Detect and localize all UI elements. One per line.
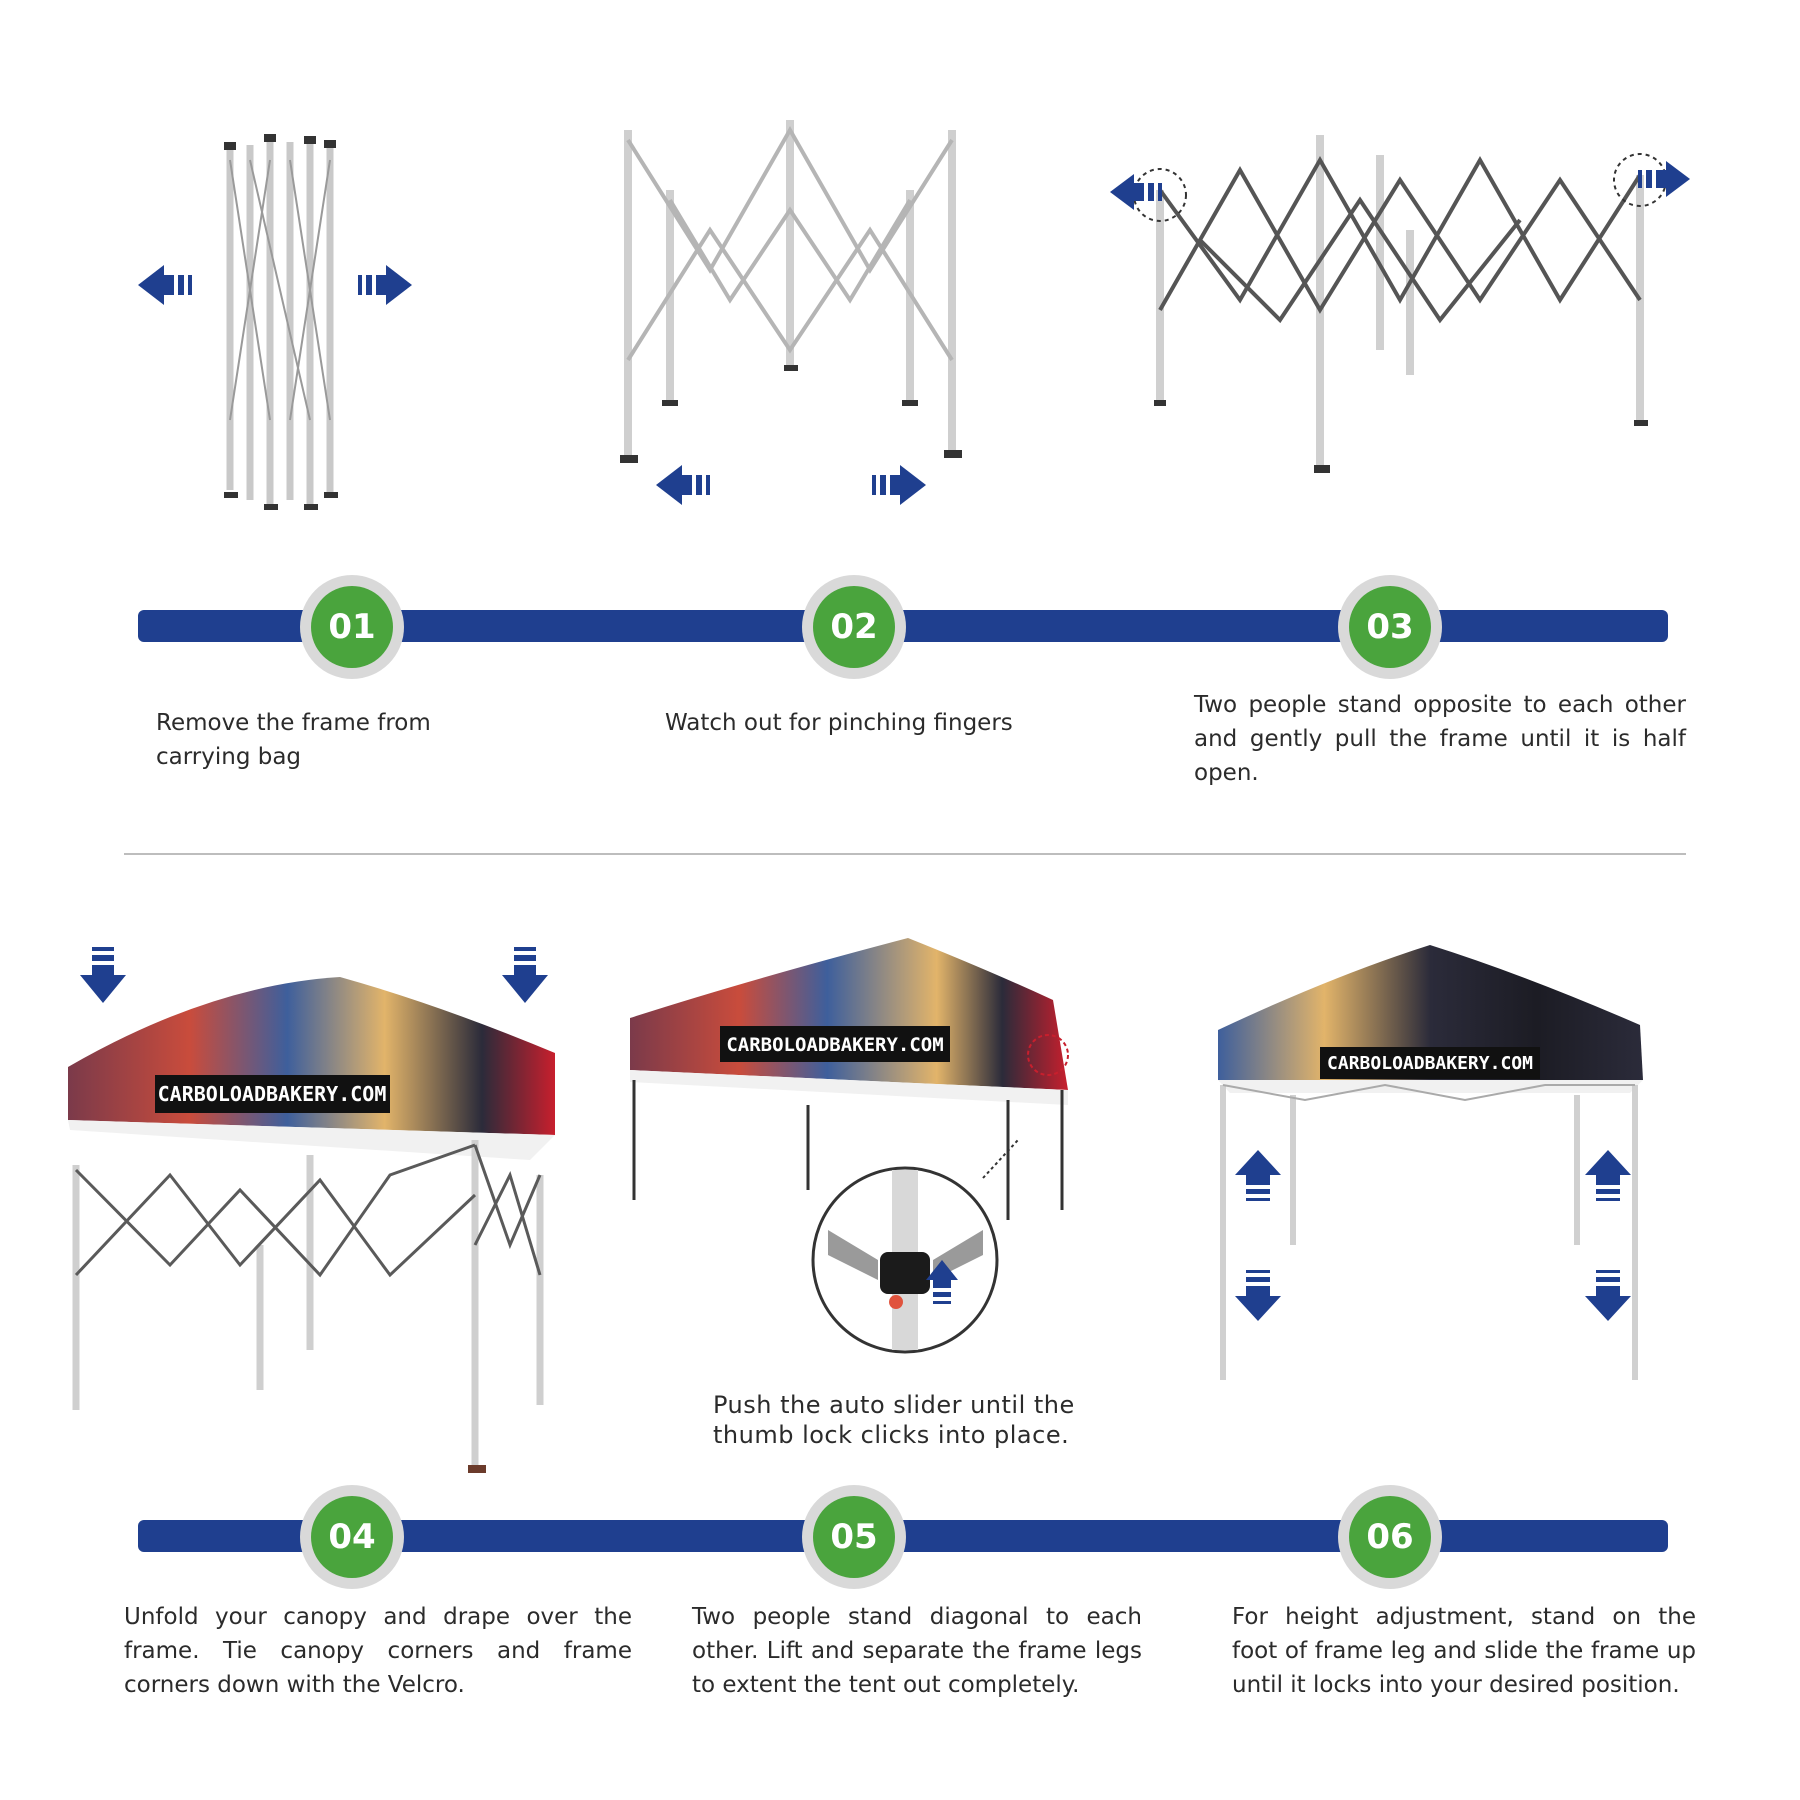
step-number-01: 01 (311, 586, 393, 668)
step-number-06: 06 (1349, 1496, 1431, 1578)
step-04-illustration (60, 945, 570, 1480)
arrow-down-icon (80, 947, 126, 1003)
step-06-illustration (1215, 945, 1660, 1385)
canopy-logo: CARBOLOADBAKERY.COM (1327, 1053, 1533, 1074)
step-02-illustration (600, 110, 980, 510)
step-01-illustration (120, 120, 440, 520)
arrow-right-icon (872, 465, 926, 505)
arrow-up-icon (1585, 1150, 1631, 1201)
step-number-02: 02 (813, 586, 895, 668)
step-caption-03: Two people stand opposite to each other and gently pull the frame until it is half open. (1194, 692, 1686, 786)
canopy-logo: CARBOLOADBAKERY.COM (157, 1082, 387, 1106)
step-badge-03 (1338, 575, 1442, 679)
arrow-down-icon (1585, 1270, 1631, 1321)
arrow-up-icon (1235, 1150, 1281, 1201)
arrow-left-icon (1110, 174, 1162, 210)
step-number-03: 03 (1349, 586, 1431, 668)
step-03-illustration (1100, 120, 1700, 490)
arrow-down-icon (1235, 1270, 1281, 1321)
arrow-right-icon (358, 265, 412, 305)
step-caption-02: Watch out for pinching fingers (665, 710, 1013, 736)
step-badge-01 (300, 575, 404, 679)
canopy-logo: CARBOLOADBAKERY.COM (726, 1034, 944, 1056)
callout-caption: Push the auto slider until the thumb lock clicks into place. (713, 1391, 1075, 1449)
step-badge-06 (1338, 1485, 1442, 1589)
step-badge-02 (802, 575, 906, 679)
zoom-callout (813, 1168, 997, 1352)
step-caption-05: Two people stand diagonal to each other. Lift and separate the frame legs to extent the tent out completely. (692, 1604, 1142, 1698)
step-badge-05 (802, 1485, 906, 1589)
step-caption-01: Remove the frame from carrying bag (156, 710, 431, 770)
step-badge-04 (300, 1485, 404, 1589)
step-caption-06: For height adjustment, stand on the foot of frame leg and slide the frame up until it locks into your desired position. (1232, 1604, 1696, 1698)
section-divider (124, 853, 1686, 855)
arrow-left-icon (138, 265, 192, 305)
arrow-left-icon (656, 465, 710, 505)
step-05-illustration (628, 930, 1128, 1360)
arrow-down-icon (502, 947, 548, 1003)
step-number-04: 04 (311, 1496, 393, 1578)
canopy (630, 938, 1068, 1090)
step-caption-04: Unfold your canopy and drape over the frame. Tie canopy corners and frame corners down with the Velcro. (124, 1604, 632, 1698)
step-number-05: 05 (813, 1496, 895, 1578)
